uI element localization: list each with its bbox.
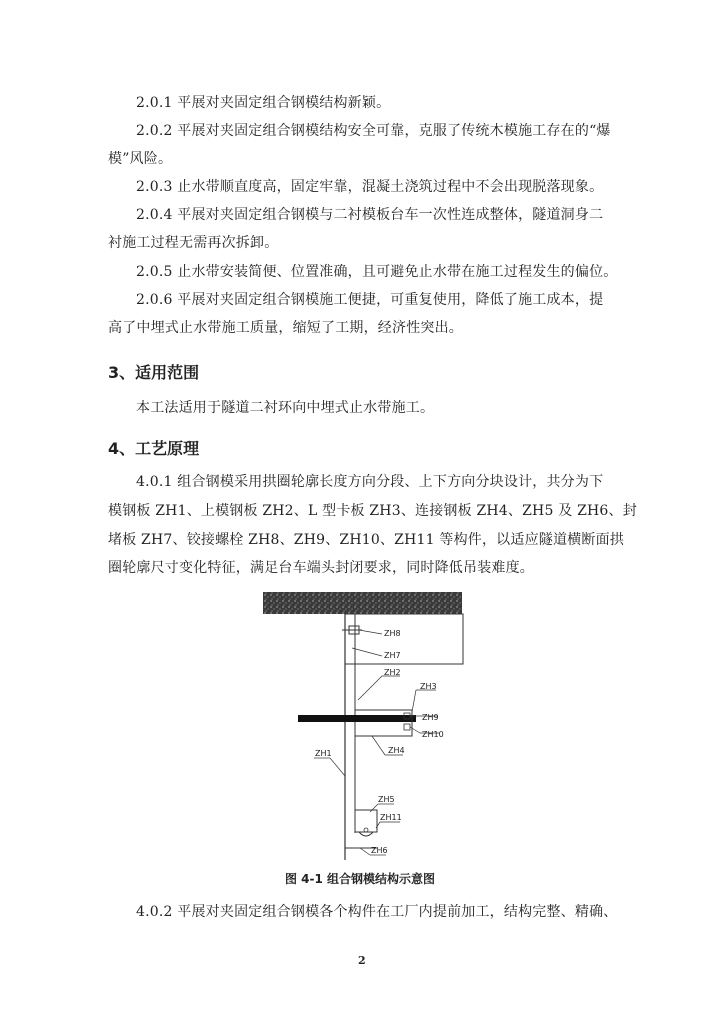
- section-4-line4: 圈轮廓尺寸变化特征，满足台车端头封闭要求，同时降低吊装难度。: [108, 560, 534, 576]
- waterstop-bar: [298, 715, 416, 722]
- paragraph-2-0-5: 2.0.5 止水带安装简便、位置准确，且可避免止水带在施工过程发生的偏位。: [136, 264, 618, 280]
- paragraph-2-0-2-line1: 2.0.2 平展对夹固定组合钢模结构安全可靠，克服了传统木模施工存在的“爆: [136, 123, 611, 139]
- end-closure-panel: [345, 614, 463, 664]
- label-zh8: ZH8: [384, 629, 401, 638]
- paragraph-2-0-6-line1: 2.0.6 平展对夹固定组合钢模施工便捷，可重复使用，降低了施工成本，提: [136, 292, 604, 308]
- section-4-line1: 4.0.1 组合钢模采用拱圈轮廓长度方向分段、上下方向分块设计，共分为下: [136, 474, 604, 490]
- connect-plate-zh5: [355, 810, 377, 832]
- label-zh6: ZH6: [371, 846, 388, 855]
- label-zh3: ZH3: [420, 682, 437, 691]
- paragraph-2-0-6-line2: 高了中埋式止水带施工质量，缩短了工期，经济性突出。: [108, 320, 463, 336]
- paragraph-4-0-2: 4.0.2 平展对夹固定组合钢模各个构件在工厂内提前加工，结构完整、精确、: [136, 904, 618, 920]
- section-4-heading: 4、工艺原理: [108, 439, 200, 458]
- paragraph-2-0-1: 2.0.1 平展对夹固定组合钢模结构新颖。: [136, 95, 391, 111]
- concrete-layer: [263, 592, 462, 614]
- figure-caption: 图 4-1 组合钢模结构示意图: [285, 872, 436, 886]
- paragraph-2-0-4-line2: 衬施工过程无需再次拆卸。: [108, 235, 279, 251]
- label-zh9: ZH9: [422, 713, 439, 722]
- label-zh5: ZH5: [378, 795, 395, 804]
- section-3-body: 本工法适用于隧道二衬环向中埋式止水带施工。: [136, 400, 435, 416]
- paragraph-2-0-3: 2.0.3 止水带顺直度高，固定牢靠，混凝土浇筑过程中不会出现脱落现象。: [136, 179, 604, 195]
- label-zh10: ZH10: [422, 730, 444, 739]
- hinge-bolt-zh10: [404, 724, 410, 730]
- section-3-heading: 3、适用范围: [108, 363, 200, 382]
- l-clamp-zh3: [355, 710, 412, 736]
- page-number: 2: [358, 954, 366, 967]
- paragraph-2-0-4-line1: 2.0.4 平展对夹固定组合钢模与二衬模板台车一次性连成整体，隧道洞身二: [136, 207, 604, 223]
- hinge-bolt-zh11: [359, 832, 373, 836]
- label-zh4: ZH4: [388, 746, 405, 755]
- label-zh1: ZH1: [315, 749, 332, 758]
- label-zh2: ZH2: [384, 668, 401, 677]
- label-zh11: ZH11: [380, 813, 402, 822]
- label-zh7: ZH7: [384, 651, 401, 660]
- section-4-line3: 堵板 ZH7、铰接螺栓 ZH8、ZH9、ZH10、ZH11 等构件，以适应隧道横断面拱: [108, 532, 624, 548]
- section-4-line2: 模钢板 ZH1、上模钢板 ZH2、L 型卡板 ZH3、连接钢板 ZH4、ZH5 及 ZH6、封: [108, 503, 637, 519]
- paragraph-2-0-2-line2: 模”风险。: [108, 151, 173, 167]
